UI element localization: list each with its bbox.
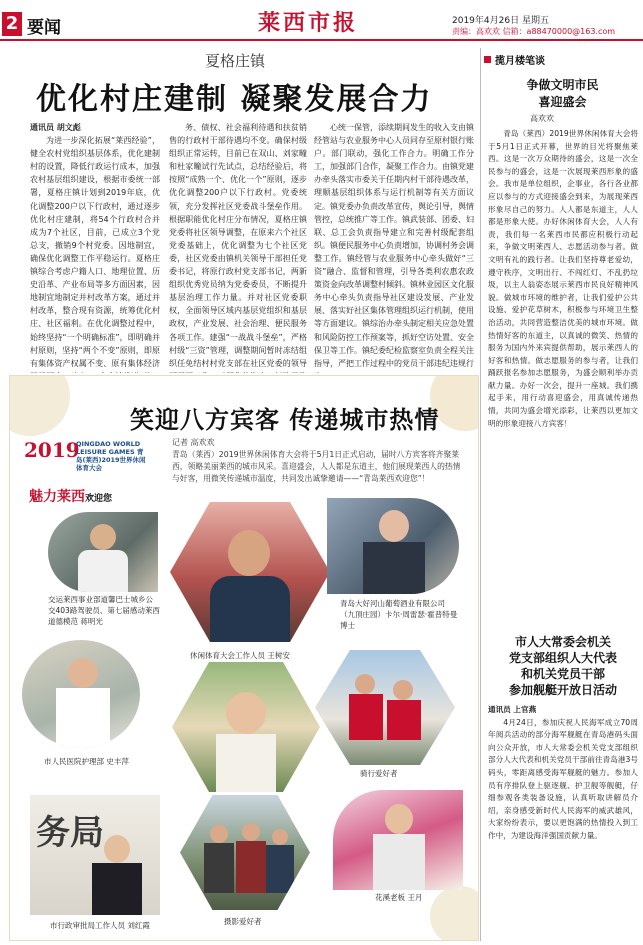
- article-text: 心统一保管，添续期间发生的收入支由镇经管站与农业服务中心人员同存至原村银行账户。部门联动，强化工作合力。明确工作分工，加强部门合作，凝聚工作合力。由镇党建办牵头落实市委关于任期内村干部待遇改革，理顺基层组织体系与运行机制等有关方面议定。镇党委办负责改革宣传，舆论引导，舆情管控，总统推广等工作。镇武装部、团委、妇联、总工会负责指导建立和完善村级配套组织。镇便民服务中心负责增加，协调村务会调整工作。镇经管与农业服务中心牵头做好“三资”融合、监督和管理，引导各类利农惠农政策资金向改革调整村倾斜。镇林业园区文化服务中心牵头负责指导社区建设发展、产业发展、落实好社区集体管理组织运行机制，使用等方面建议。镇综治办牵头制定相关应急处置和风险防控工作预案等，抓好空访处置、安全保卫等工作。镇纪委纪检监察室负责全程关注指导，严把工作过程中的党员干部违纪违规行: [314, 123, 474, 368]
- welcome-text: 魅力莱西: [29, 489, 85, 505]
- column-divider: [480, 48, 481, 941]
- commentary-author: 高欢欢: [530, 114, 554, 123]
- news-title: [488, 634, 638, 698]
- header-divider: [0, 39, 643, 41]
- welcome-slogan: [29, 486, 112, 506]
- caption-photographers: 摄影爱好者: [224, 917, 262, 926]
- news-title-line-2: 党支部组织人大代表: [508, 651, 617, 665]
- news-body: [488, 704, 638, 940]
- column-tag: [484, 52, 639, 67]
- photo-foreigner: [327, 498, 459, 594]
- article-headline: 优化村庄建制 凝聚发展合力: [36, 82, 433, 117]
- commentary-body: [488, 128, 638, 620]
- commentary-title-line-1: 争做文明市民: [526, 78, 599, 92]
- photo-driver: [48, 512, 158, 592]
- tag-marker: [484, 56, 491, 63]
- commentary-title: [500, 77, 625, 111]
- photo-clerk: 务局: [30, 795, 160, 915]
- photo-nurse: [22, 640, 140, 748]
- feature-title: 笑迎八方宾客 传递城市热情: [130, 406, 440, 434]
- column-tag-text: 揽月楼笔谈: [495, 56, 545, 67]
- decor-circle: [10, 376, 70, 436]
- caption-florist: 花溪老板 王月: [375, 893, 423, 902]
- logo-text: QINGDAO WORLD LEISURE GAMES 青岛(莱西)2019世界休闲体育大会: [76, 440, 146, 472]
- page-number: 2: [2, 12, 22, 36]
- news-title-line-4: 参加舰艇开放日活动: [508, 683, 617, 697]
- news-title-line-3: 和机关党员干部: [520, 667, 605, 681]
- page-header: [0, 0, 643, 42]
- logo-year: 2019: [24, 438, 80, 462]
- news-text: 4月24日，参加庆祝人民海军成立70周年阅兵活动的部分海军舰艇在青岛港码头面向公众开放，市人大常委会机关党支部组织部分人大代表和机关党员干部前往青岛港3号码头，零距离感受海军舰艇的魅力。参加人员有序排队登上驱逐舰、护卫舰等舰艇，仔细参观各类装备设施，认真听取讲解员介绍，亲身感受新时代人民海军的威武雄风，大家纷纷表示，要以更饱满的热情投入到工作中，为建设海洋强国贡献力量。: [488, 717, 638, 840]
- article-column-1: [30, 121, 160, 373]
- caption-cyclists: 骑行爱好者: [360, 769, 398, 778]
- welcome-small: 欢迎您: [85, 494, 113, 504]
- decor-circle: [430, 886, 479, 941]
- news-title-line-1: 市人大常委会机关: [514, 635, 611, 649]
- commentary-title-line-2: 喜迎盛会: [538, 95, 587, 109]
- caption-worker: 休闲体育大会工作人员 王树安: [190, 651, 290, 660]
- feature-intro: 青岛（莱西）2019世界休闲体育大会将于5月1日正式启动，届时八方宾客将齐聚莱西，领略美丽莱西的城市风采。喜迎盛会，人人都是东道主，他们展现莱西人的热情与好客，用微笑传递城市温度，共同发出诚挚邀请——“青岛莱西欢迎您”！: [172, 450, 461, 483]
- masthead: 莱西市报: [258, 10, 359, 36]
- caption-driver: 交运莱西事业部道馨巴士城乡公交403路驾驶员、第七届感动莱西道德模范 蒋明光: [48, 595, 160, 626]
- editor-info: 责编：高欢欢 信箱：a88470000@163.com: [452, 27, 616, 36]
- caption-nurse: 市人民医院护理部 史丰萍: [44, 757, 129, 766]
- issue-date: 2019年4月26日 星期五: [452, 16, 549, 26]
- article-subtitle: 夏格庄镇: [205, 52, 266, 70]
- caption-clerk: 市行政审批局工作人员 刘红霞: [50, 921, 150, 930]
- article-column-3: [314, 121, 474, 373]
- article-column-2: [169, 121, 307, 373]
- article-text: 务、债权、社会福利待遇和扶贫销售的行政村干部待遇均不变。确保村级组织正常运转，目前已在双山、刘家疃和杜家疃试行先试点，总结经验后，将按照“成熟一个、优化一个”原则，逐步优化调整200户以下行政村。党委统领，充分发挥社区党委战斗堡垒作用。根据职能优化村庄分布情况，夏格庄镇党委将社区领导调整，在原来六个社区党委基础上，优化调整为七个社区党委，社区党委由镇机关领导干部担任党委书记，将原行政村党支部书记，两新组织优秀党员纳为党委委员，不断提升基层治理工作力量。并对社区党委职权，全面领导区域内基层党组织和基层政权，产业发展、社会治理、便民服务各项工作。建强“一战战斗堡垒”，严格村级“三资”管理，调整期间暂时冻结组织任免结村村党支部在社区党委的领导: [169, 123, 307, 368]
- games-logo: [24, 438, 144, 478]
- photo-florist: [333, 790, 463, 890]
- section-name: 要闻: [27, 18, 61, 38]
- article-byline: 通讯员 胡文彪: [30, 123, 81, 132]
- feature-reporter: 记者 高欢欢: [172, 438, 215, 447]
- article-text: 为进一步深化拓展“莱西经验”，健全农村党组织基层体系，优化建制村的设置，降低行政运行成本，加强农村基层组织建设，根据市委统一部署，夏格庄镇计划到2019年底，优化调整200户以下行政村，通过逐步优化村庄建制，将54个行政村合并成为7个社区，目前，已成立3个党总支，撤销9个村党委。因地制宜，确保优化调整工作平稳运行。夏格庄镇综合考虑户籍人口、地理位置、历史沿革、产业布局等多方面因素，因地制宜地制定并村改革方案，通过并村改革，整合现有资源，统筹优化村庄、社区福利。在优化调整过程中，始终坚持“一个明确标准”，即明确并村原则，坚持“两个不变”原则，即原有集体资产权属不变、原有集体经济: [30, 136, 160, 368]
- news-byline: 通讯员 上官燕: [488, 705, 537, 714]
- caption-foreigner: 青岛大好河山葡萄酒业有限公司（九頂庄园）卡尔·周雷瑟·霍普特曼博士: [340, 599, 458, 630]
- commentary-text: 青岛（莱西）2019世界休闲体育大会将于5月1日正式开幕，世界的目光将聚焦莱西。这是一次万众期待的盛会，这是一次全民参与的盛会，这是一次展现莱西形象的盛会。我市是单位组织，企事业，各行各业都应以参与的方式迎接盛会到来，为展现莱西形象尽自己的努力。人人都是东道主，人人都是形象大使。办好休闲体育大会，人人有责，我们每一名莱西市民都应积极行动起来，争做文明莱西人、志愿活动参与者。做文明有礼的践行者。让我们坚持尊老爱幼，遵守秩序，文明出行、不闯红灯、不乱扔垃圾，以主人翁姿态展示莱西市民良好精神风貌。做城市环境的维护者，让我们爱护公共设施、爱护花草树木，积极参与环境卫生整治活动，共同营造整洁优美的城市环境。做热情好客的东道主，以真诚的微笑、热情的服务为国内外来宾提供帮助，展示莱西人的好客和热情。做志愿服务的参与者，让我们踊跃报名参加志愿服务，为盛会顺利举办贡献力量。办好一次会，提升一座城。我们携起手来，用行动喜迎盛会，用真诚传递热情，共同为盛会增光添彩，让莱西以更加文明的形象迎接八方宾客！: [488, 129, 638, 428]
